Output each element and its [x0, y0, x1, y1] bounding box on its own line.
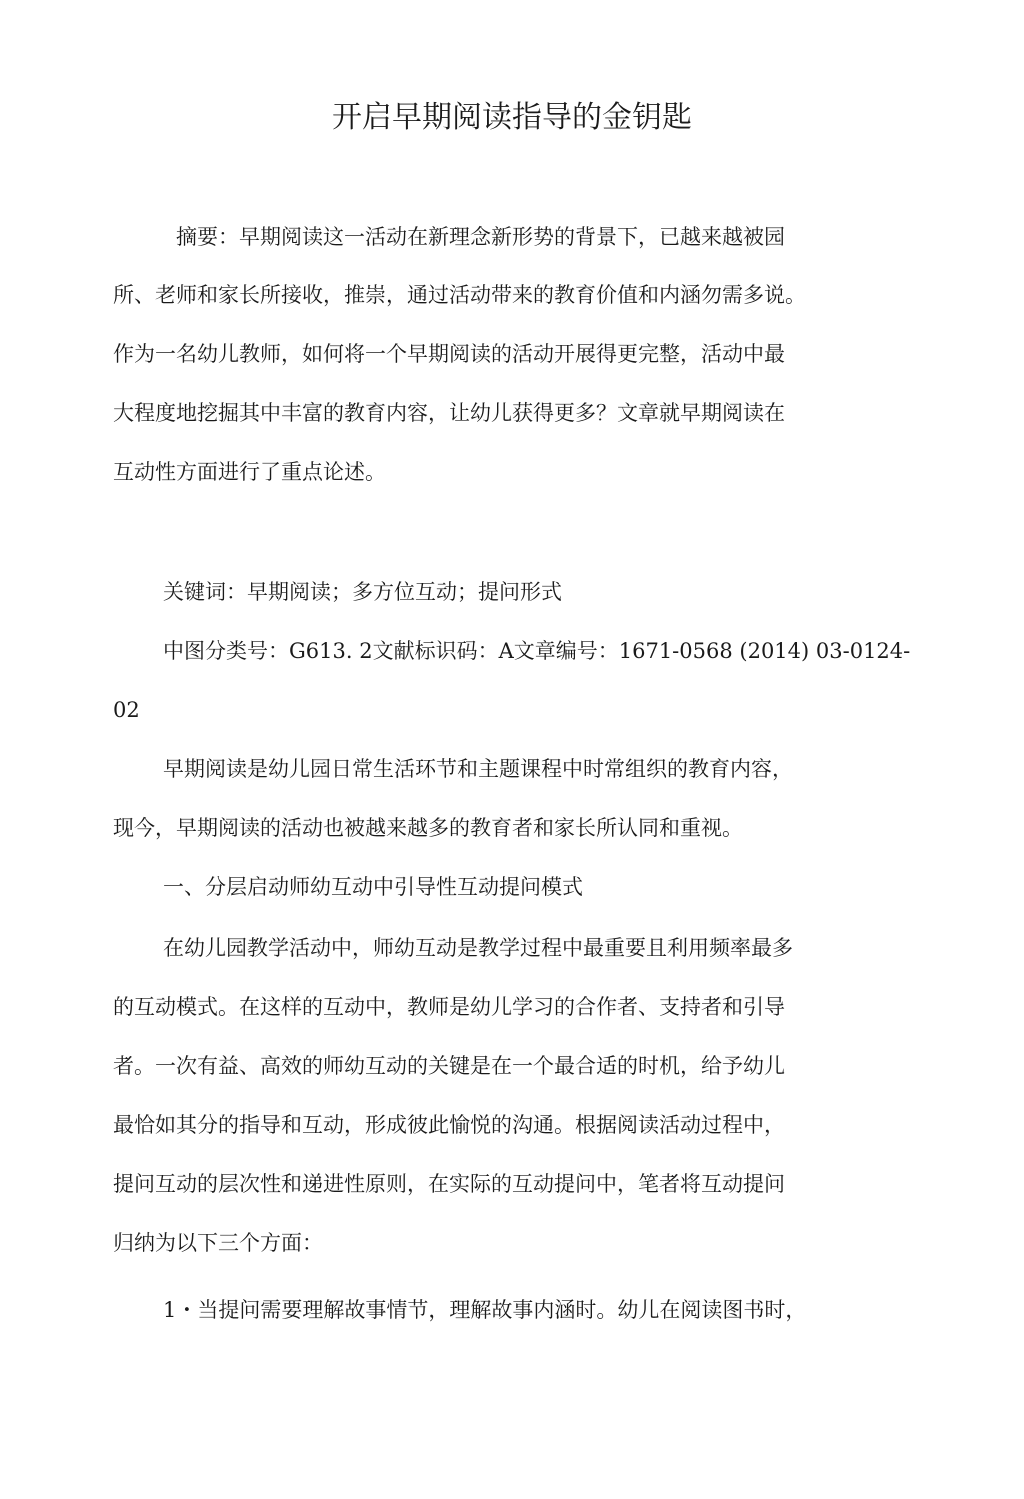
keywords-line: 关键词：早期阅读；多方位互动；提问形式 [163, 580, 562, 604]
body-line: 在幼儿园教学活动中，师幼互动是教学过程中最重要且利用频率最多 [163, 936, 793, 960]
body-line: 提问互动的层次性和递进性原则，在实际的互动提问中，笔者将互动提问 [113, 1172, 785, 1196]
body-line: 者。一次有益、高效的师幼互动的关键是在一个最合适的时机，给予幼儿 [113, 1054, 785, 1078]
abstract-line: 互动性方面进行了重点论述。 [113, 460, 386, 484]
body-line: 的互动模式。在这样的互动中，教师是幼儿学习的合作者、支持者和引导 [113, 995, 785, 1019]
body-line: 最恰如其分的指导和互动，形成彼此愉悦的沟通。根据阅读活动过程中， [113, 1113, 785, 1137]
point-line: 1・当提问需要理解故事情节，理解故事内涵时。幼儿在阅读图书时， [163, 1298, 807, 1322]
abstract-line: 摘要：早期阅读这一活动在新理念新形势的背景下，已越来越被园 [176, 225, 785, 249]
abstract-line: 所、老师和家长所接收，推崇，通过活动带来的教育价值和内涵勿需多说。 [113, 283, 806, 307]
classification-line: 02 [113, 698, 140, 722]
body-line: 归纳为以下三个方面： [113, 1231, 323, 1255]
intro-line: 早期阅读是幼儿园日常生活环节和主题课程中时常组织的教育内容， [163, 757, 793, 781]
abstract-line: 大程度地挖掘其中丰富的教育内容，让幼儿获得更多？文章就早期阅读在 [113, 401, 785, 425]
abstract-line: 作为一名幼儿教师，如何将一个早期阅读的活动开展得更完整，活动中最 [113, 342, 785, 366]
classification-line: 中图分类号：G613. 2文献标识码：A文章编号：1671-0568 (2014) 03-0124- [163, 639, 911, 663]
section-heading: 一、分层启动师幼互动中引导性互动提问模式 [163, 875, 583, 899]
document-title: 开启早期阅读指导的金钥匙 [332, 100, 692, 135]
intro-line: 现今，早期阅读的活动也被越来越多的教育者和家长所认同和重视。 [113, 816, 743, 840]
